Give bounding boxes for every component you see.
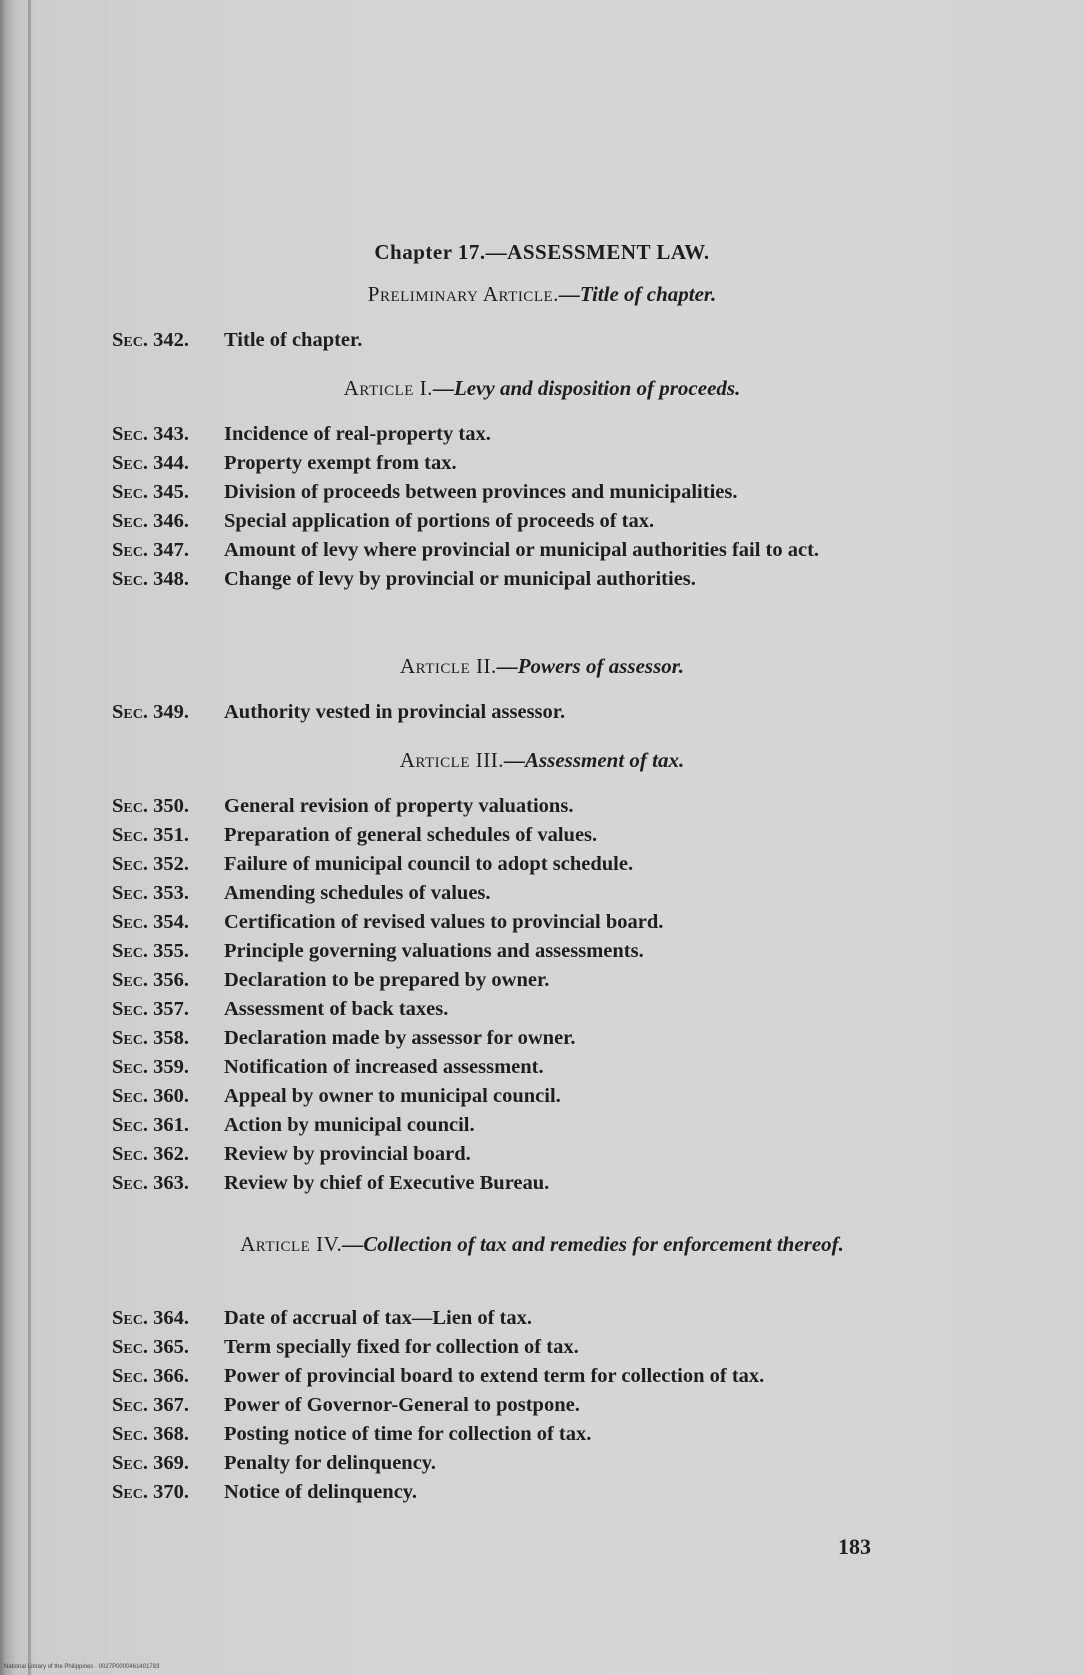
section-number: Sec. 368. xyxy=(112,1423,189,1445)
article-label: Preliminary Article. xyxy=(367,282,559,306)
article-subtitle: —Levy and disposition of proceeds. xyxy=(432,376,741,400)
list-item xyxy=(112,937,972,966)
section-number: Sec. 342. xyxy=(112,329,189,351)
article-subtitle: —Collection of tax and remedies for enforcement thereof. xyxy=(342,1232,844,1256)
section-number: Sec. 355. xyxy=(112,940,189,962)
section-number: Sec. 358. xyxy=(112,1027,189,1049)
section-number: Sec. 347. xyxy=(112,539,189,561)
list-item xyxy=(112,1024,972,1053)
section-number: Sec. 343. xyxy=(112,423,189,445)
section-title: Term specially fixed for collection of tax. xyxy=(224,1336,579,1358)
section-number: Sec. 351. xyxy=(112,824,189,846)
section-number: Sec. 369. xyxy=(112,1452,189,1474)
article-subtitle: —Powers of assessor. xyxy=(496,654,685,678)
section-number: Sec. 350. xyxy=(112,795,189,817)
list-item xyxy=(112,698,972,727)
chapter-title: Chapter 17.—ASSESSMENT LAW. xyxy=(374,240,710,264)
article-label: Article III. xyxy=(399,748,504,772)
section-title: Date of accrual of tax—Lien of tax. xyxy=(224,1307,533,1329)
section-title: Declaration made by assessor for owner. xyxy=(224,1027,576,1049)
article-heading-preliminary xyxy=(112,280,972,308)
section-title: Review by provincial board. xyxy=(224,1143,471,1165)
section-title: Property exempt from tax. xyxy=(224,452,457,474)
list-item xyxy=(112,966,972,995)
section-title: Action by municipal council. xyxy=(224,1114,475,1136)
article-heading-i xyxy=(112,374,972,402)
list-item xyxy=(112,1420,972,1449)
article-label: Article I. xyxy=(343,376,433,400)
section-number: Sec. 359. xyxy=(112,1056,189,1078)
section-title: Certification of revised values to provincial board. xyxy=(224,911,664,933)
list-item xyxy=(112,1333,972,1362)
list-item xyxy=(112,1391,972,1420)
article-subtitle: —Title of chapter. xyxy=(558,282,717,306)
section-number: Sec. 344. xyxy=(112,452,189,474)
list-item xyxy=(112,1111,972,1140)
section-number: Sec. 363. xyxy=(112,1172,189,1194)
list-item xyxy=(112,792,972,821)
section-title: Authority vested in provincial assessor. xyxy=(224,701,566,723)
section-title: Preparation of general schedules of values. xyxy=(224,824,598,846)
article-heading-iv xyxy=(172,1230,912,1258)
article-subtitle: —Assessment of tax. xyxy=(503,748,685,772)
list-item xyxy=(112,908,972,937)
section-number: Sec. 362. xyxy=(112,1143,189,1165)
section-title: Principle governing valuations and assessments. xyxy=(224,940,644,962)
section-title: Special application of portions of proceeds of tax. xyxy=(224,510,655,532)
list-item xyxy=(112,326,972,355)
list-item xyxy=(112,449,972,478)
section-number: Sec. 366. xyxy=(112,1365,189,1387)
section-number: Sec. 353. xyxy=(112,882,189,904)
list-item xyxy=(112,1169,972,1198)
section-number: Sec. 345. xyxy=(112,481,189,503)
section-number: Sec. 348. xyxy=(112,568,189,590)
section-title: Posting notice of time for collection of tax. xyxy=(224,1423,592,1445)
section-number: Sec. 370. xyxy=(112,1481,189,1503)
section-number: Sec. 365. xyxy=(112,1336,189,1358)
list-item xyxy=(112,1478,972,1507)
section-title: Notification of increased assessment. xyxy=(224,1056,544,1078)
list-item xyxy=(112,1140,972,1169)
section-number: Sec. 360. xyxy=(112,1085,189,1107)
section-number: Sec. 346. xyxy=(112,510,189,532)
section-list-article-i xyxy=(112,420,972,594)
section-number: Sec. 354. xyxy=(112,911,189,933)
section-title: Power of Governor-General to postpone. xyxy=(224,1394,580,1416)
list-item xyxy=(112,536,972,565)
list-item xyxy=(112,879,972,908)
list-item xyxy=(112,507,972,536)
list-item xyxy=(112,1304,972,1333)
section-title: Power of provincial board to extend term for collection of tax. xyxy=(224,1365,765,1387)
section-number: Sec. 349. xyxy=(112,701,189,723)
list-item xyxy=(112,850,972,879)
list-item xyxy=(112,565,972,594)
binding-gutter xyxy=(28,0,31,1675)
section-title: Notice of delinquency. xyxy=(224,1481,418,1503)
section-title: Appeal by owner to municipal council. xyxy=(224,1085,561,1107)
section-number: Sec. 357. xyxy=(112,998,189,1020)
section-number: Sec. 356. xyxy=(112,969,189,991)
list-item xyxy=(112,821,972,850)
section-title: Title of chapter. xyxy=(224,329,363,351)
section-title: Penalty for delinquency. xyxy=(224,1452,437,1474)
section-number: Sec. 367. xyxy=(112,1394,189,1416)
section-list-article-iv xyxy=(112,1304,972,1507)
section-number: Sec. 361. xyxy=(112,1114,189,1136)
list-item xyxy=(112,1362,972,1391)
section-list-article-ii xyxy=(112,698,972,727)
section-title: Amount of levy where provincial or municipal authorities fail to act. xyxy=(224,539,820,561)
section-title: General revision of property valuations. xyxy=(224,795,574,817)
section-title: Division of proceeds between provinces and municipalities. xyxy=(224,481,738,503)
article-heading-iii xyxy=(112,746,972,774)
section-list-preliminary xyxy=(112,326,972,355)
list-item xyxy=(112,995,972,1024)
section-title: Review by chief of Executive Bureau. xyxy=(224,1172,550,1194)
section-number: Sec. 352. xyxy=(112,853,189,875)
article-label: Article II. xyxy=(399,654,497,678)
scan-footer-note: National Library of the Philippines · 0027P0000461401783 xyxy=(4,1664,160,1670)
list-item xyxy=(112,420,972,449)
article-heading-ii xyxy=(112,652,972,680)
list-item xyxy=(112,1082,972,1111)
page-number: 183 xyxy=(838,1534,871,1559)
section-number: Sec. 364. xyxy=(112,1307,189,1329)
list-item xyxy=(112,1053,972,1082)
section-list-article-iii xyxy=(112,792,972,1198)
list-item xyxy=(112,478,972,507)
section-title: Declaration to be prepared by owner. xyxy=(224,969,550,991)
section-title: Assessment of back taxes. xyxy=(224,998,449,1020)
section-title: Failure of municipal council to adopt schedule. xyxy=(224,853,634,875)
section-title: Change of levy by provincial or municipal authorities. xyxy=(224,568,696,590)
section-title: Incidence of real-property tax. xyxy=(224,423,491,445)
article-label: Article IV. xyxy=(240,1232,343,1256)
section-title: Amending schedules of values. xyxy=(224,882,491,904)
list-item xyxy=(112,1449,972,1478)
